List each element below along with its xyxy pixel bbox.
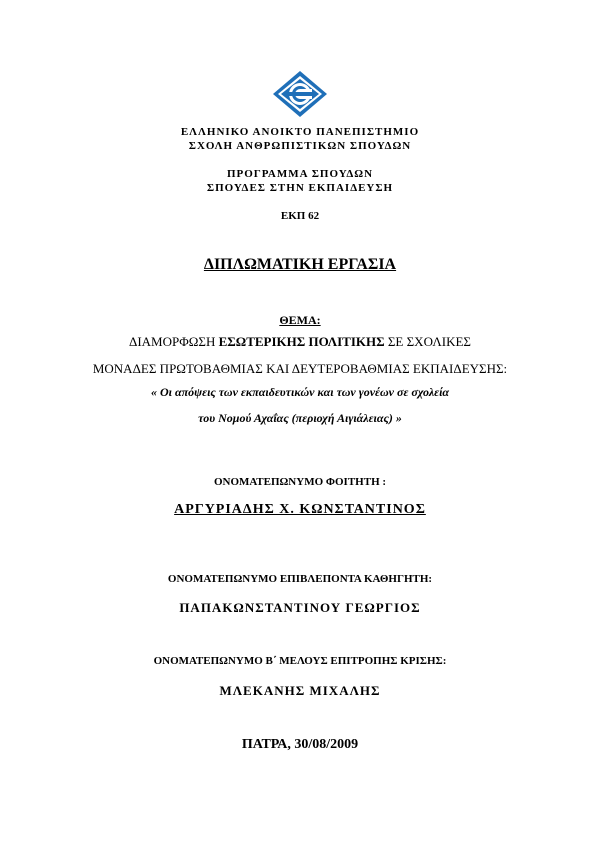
document-title: ΔΙΠΛΩΜΑΤΙΚΗ ΕΡΓΑΣΙΑ: [203, 256, 397, 273]
school-name: ΣΧΟΛΗ ΑΝΘΡΩΠΙΣΤΙΚΩΝ ΣΠΟΥΔΩΝ: [188, 140, 412, 152]
supervisor-name: ΠΑΠΑΚΩΝΣΤΑΝΤΙΝΟΥ ΓΕΩΡΓΙΟΣ: [179, 600, 421, 615]
topic-line-1-post: ΣΕ ΣΧΟΛΙΚΕΣ: [384, 334, 471, 349]
committee-label: ΟΝΟΜΑΤΕΠΩΝΥΜΟ Β΄ ΜΕΛΟΥΣ ΕΠΙΤΡΟΠΗΣ ΚΡΙΣΗΣ:: [153, 655, 447, 667]
program-label: ΠΡΟΓΡΑΜΜΑ ΣΠΟΥΔΩΝ: [226, 168, 374, 180]
topic-subtitle-1: « Οι απόψεις των εκπαιδευτικών και των γονέων σε σχολεία: [150, 385, 450, 399]
topic-line-1: [0, 334, 600, 350]
topic-subtitle-2: του Νομού Αχαΐας (περιοχή Αιγιάλειας) »: [198, 411, 402, 425]
university-name: ΕΛΛΗΝΙΚΟ ΑΝΟΙΚΤΟ ΠΑΝΕΠΙΣΤΗΜΙΟ: [180, 126, 420, 138]
program-name: ΣΠΟΥΔΕΣ ΣΤΗΝ ΕΚΠΑΙΔΕΥΣΗ: [206, 182, 394, 194]
university-logo-icon: [272, 70, 328, 118]
student-name: ΑΡΓΥΡΙΑΔΗΣ Χ. ΚΩΝΣΤΑΝΤΙΝΟΣ: [174, 502, 426, 517]
place-date: ΠΑΤΡΑ, 30/08/2009: [241, 737, 359, 752]
topic-line-2: ΜΟΝΑΔΕΣ ΠΡΩΤΟΒΑΘΜΙΑΣ ΚΑΙ ΔΕΥΤΕΡΟΒΑΘΜΙΑΣ ΕΚΠΑΙΔΕΥΣΗΣ:: [92, 361, 508, 376]
student-label: ΟΝΟΜΑΤΕΠΩΝΥΜΟ ΦΟΙΤΗΤΗ :: [213, 476, 387, 488]
topic-label: ΘΕΜΑ:: [279, 313, 321, 327]
topic-line-1-pre: ΔΙΑΜΟΡΦΩΣΗ: [128, 334, 219, 349]
course-code: ΕΚΠ 62: [280, 210, 320, 222]
committee-member-name: ΜΛΕΚΑΝΗΣ ΜΙΧΑΛΗΣ: [219, 683, 381, 698]
supervisor-label: ΟΝΟΜΑΤΕΠΩΝΥΜΟ ΕΠΙΒΛΕΠΟΝΤΑ ΚΑΘΗΓΗΤΗ:: [167, 573, 433, 585]
topic-line-1-bold: ΕΣΩΤΕΡΙΚΗΣ ΠΟΛΙΤΙΚΗΣ: [218, 334, 385, 349]
